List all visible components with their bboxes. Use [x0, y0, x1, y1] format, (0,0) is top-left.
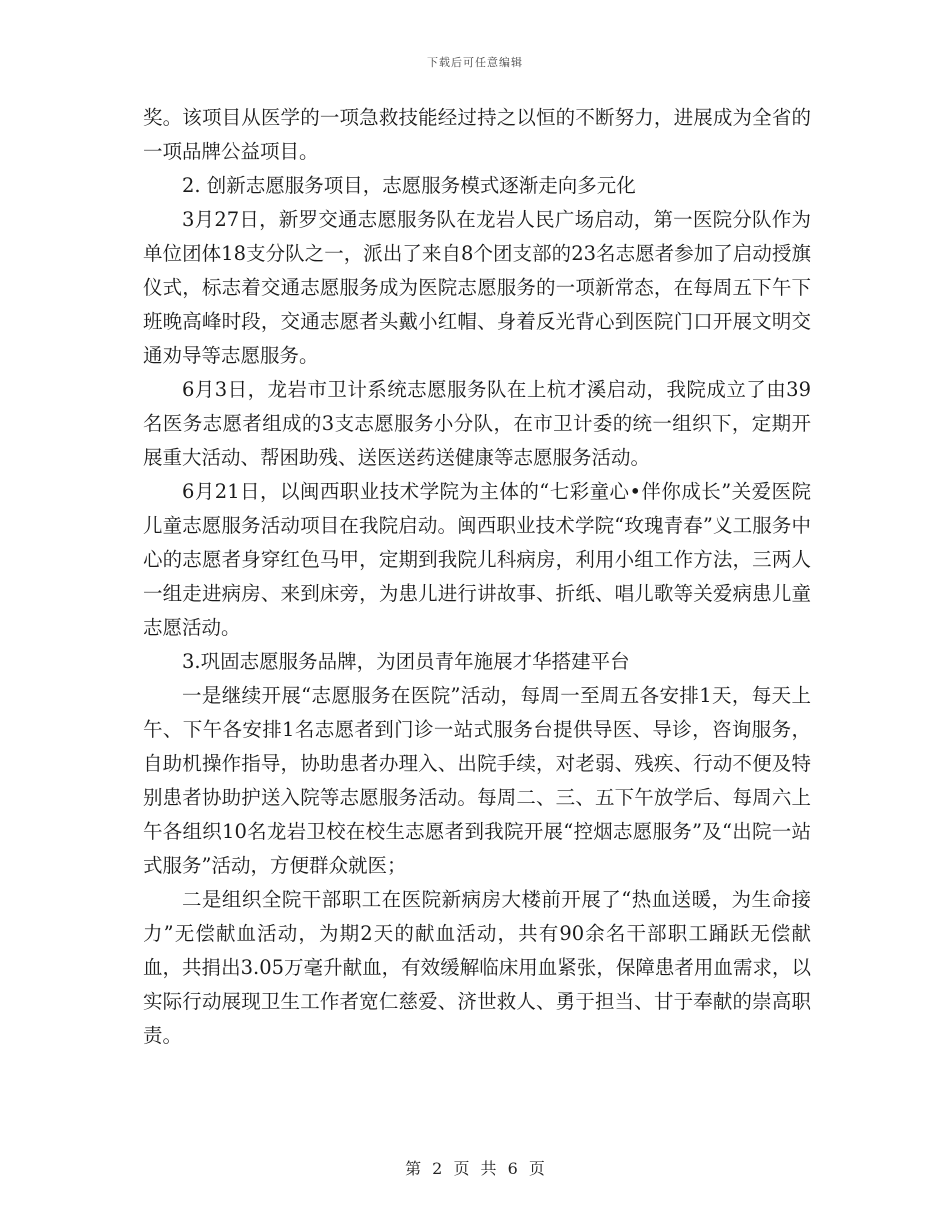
- section-heading-brand: 3.巩固志愿服务品牌，为团员青年施展才华搭建平台: [182, 650, 630, 673]
- paragraph-award-continuation: 奖。该项目从医学的一项急救技能经过持之以恒的不断努力，进展成为全省的一项品牌公益项目。: [143, 106, 811, 163]
- paragraph-children-care-project: 6月21日，以闽西职业技术学院为主体的“七彩童心•伴你成长”关爱医院儿童志愿服务活动项目在我院启动。闽西职业技术学院“玫瑰青春”义工服务中心的志愿者身穿红色马甲，定期到我院儿科病房，利用小组工作方法，三两人一组走进病房、来到床旁，为患儿进行讲故事、折纸、唱儿歌等关爱病患儿童志愿活动。: [143, 480, 811, 639]
- page-number: 第 2 页 共 6 页: [405, 1159, 545, 1178]
- section-heading-innovation: 2. 创新志愿服务项目，志愿服务模式逐渐走向多元化: [182, 174, 636, 197]
- document-body: [143, 101, 811, 1053]
- paragraph-hospital-volunteer-service: 一是继续开展“志愿服务在医院”活动，每周一至周五各安排1天，每天上午、下午各安排1名志愿者到门诊一站式服务台提供导医、导诊，咨询服务，自助机操作指导，协助患者办理入、出院手续，对老弱、残疾、行动不便及特别患者协助护送入院等志愿服务活动。每周二、三、五下午放学后、每周六上午各组织10名龙岩卫校在校生志愿者到我院开展“控烟志愿服务”及“出院一站式服务”活动，方便群众就医；: [143, 684, 811, 877]
- page-header: 下载后可任意编辑: [427, 56, 523, 69]
- paragraph-traffic-volunteers: 3月27日，新罗交通志愿服务队在龙岩人民广场启动，第一医院分队作为单位团体18支分队之一，派出了来自8个团支部的23名志愿者参加了启动授旗仪式，标志着交通志愿服务成为医院志愿服务的一项新常态，在每周五下午下班晚高峰时段，交通志愿者头戴小红帽、身着反光背心到医院门口开展文明交通劝导等志愿服务。: [143, 208, 811, 367]
- paragraph-medical-volunteer-team: 6月3日，龙岩市卫计系统志愿服务队在上杭才溪启动，我院成立了由39名医务志愿者组成的3支志愿服务小分队，在市卫计委的统一组织下，定期开展重大活动、帮困助残、送医送药送健康等志愿服务活动。: [143, 378, 811, 469]
- paragraph-blood-donation: 二是组织全院干部职工在医院新病房大楼前开展了“热血送暖，为生命接力”无偿献血活动，为期2天的献血活动，共有90余名干部职工踊跃无偿献血，共捐出3.05万毫升献血，有效缓解临床用血紧张，保障患者用血需求，以实际行动展现卫生工作者宽仁慈爱、济世救人、勇于担当、甘于奉献的崇高职责。: [143, 888, 811, 1047]
